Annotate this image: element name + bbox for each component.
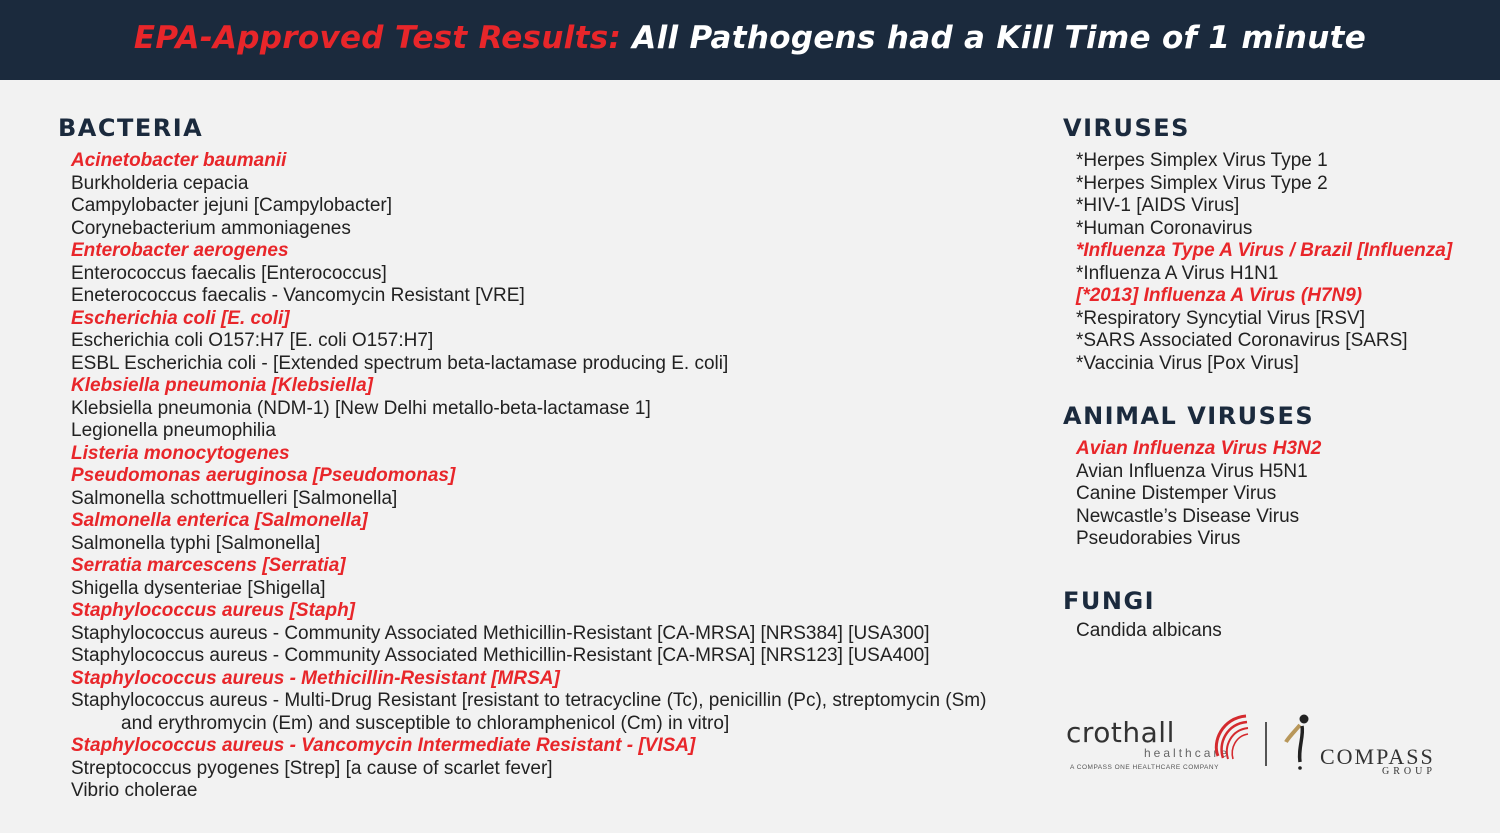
list-item: Newcastle’s Disease Virus bbox=[1076, 505, 1300, 527]
list-item: Salmonella schottmuelleri [Salmonella] bbox=[71, 487, 398, 509]
animal-viruses-list bbox=[1076, 438, 1321, 551]
list-item: Acinetobacter baumanii bbox=[71, 150, 287, 171]
list-item: Escherichia coli O157:H7 [E. coli O157:H7] bbox=[71, 330, 434, 351]
list-item: [*2013] Influenza A Virus (H7N9) bbox=[1076, 285, 1363, 306]
list-item: Enterobacter aerogenes bbox=[71, 240, 289, 261]
list-item: and erythromycin (Em) and susceptible to chloramphenicol (Cm) in vitro] bbox=[121, 712, 730, 734]
crothall-logo-text: crothall bbox=[1066, 716, 1175, 749]
list-item: *Influenza Type A Virus / Brazil [Influenza] bbox=[1076, 240, 1453, 261]
list-item: Corynebacterium ammoniagenes bbox=[71, 217, 351, 239]
crothall-swoosh-icon bbox=[1212, 712, 1252, 764]
list-item: Salmonella enterica [Salmonella] bbox=[71, 510, 368, 531]
list-item: *SARS Associated Coronavirus [SARS] bbox=[1076, 330, 1408, 351]
list-item: Candida albicans bbox=[1076, 620, 1222, 641]
compass-logo-text: COMPASS bbox=[1320, 744, 1435, 769]
list-item: *Influenza A Virus H1N1 bbox=[1076, 262, 1279, 284]
list-item: *Vaccinia Virus [Pox Virus] bbox=[1076, 352, 1299, 374]
list-item: *Herpes Simplex Virus Type 2 bbox=[1076, 172, 1328, 194]
fungi-list bbox=[1076, 620, 1222, 643]
list-item: Staphylococcus aureus - Methicillin-Resistant [MRSA] bbox=[71, 667, 560, 689]
list-item: *Respiratory Syncytial Virus [RSV] bbox=[1076, 307, 1365, 329]
list-item: Vibrio cholerae bbox=[71, 780, 198, 801]
logo-divider bbox=[1265, 722, 1267, 766]
list-item: Staphylococcus aureus - Vancomycin Intermediate Resistant - [VISA] bbox=[71, 735, 696, 756]
list-item: Klebsiella pneumonia [Klebsiella] bbox=[71, 375, 373, 396]
list-item: Campylobacter jejuni [Campylobacter] bbox=[71, 195, 393, 216]
bacteria-list bbox=[71, 150, 986, 803]
list-item: Enterococcus faecalis [Enterococcus] bbox=[71, 262, 387, 284]
list-item: Pseudorabies Virus bbox=[1076, 528, 1241, 549]
title-rest: All Pathogens had a Kill Time of 1 minute bbox=[621, 20, 1367, 56]
list-item: Escherichia coli [E. coli] bbox=[71, 307, 290, 329]
list-item: Canine Distemper Virus bbox=[1076, 483, 1277, 504]
list-item: Staphylococcus aureus - Multi-Drug Resistant [resistant to tetracycline (Tc), penicillin (Pc), streptomycin (Sm) bbox=[71, 690, 987, 711]
list-item: Salmonella typhi [Salmonella] bbox=[71, 532, 321, 554]
list-item: Eneterococcus faecalis - Vancomycin Resistant [VRE] bbox=[71, 285, 525, 306]
list-item: Burkholderia cepacia bbox=[71, 172, 249, 194]
list-item: *Human Coronavirus bbox=[1076, 217, 1253, 239]
logo-area bbox=[1062, 712, 1462, 782]
list-item: Shigella dysenteriae [Shigella] bbox=[71, 577, 326, 599]
crothall-tagline: A COMPASS ONE HEALTHCARE COMPANY bbox=[1070, 764, 1219, 771]
crothall-healthcare-text: healthcare bbox=[1144, 746, 1231, 760]
list-item: Staphylococcus aureus - Community Associated Methicillin-Resistant [CA-MRSA] [NRS123] [USA400] bbox=[71, 645, 930, 666]
list-item: ESBL Escherichia coli - [Extended spectrum beta-lactamase producing E. coli] bbox=[71, 352, 729, 374]
bacteria-heading: BACTERIA bbox=[58, 114, 204, 142]
list-item: Staphylococcus aureus [Staph] bbox=[71, 600, 356, 621]
page-title bbox=[0, 20, 1500, 56]
animal-viruses-heading: ANIMAL VIRUSES bbox=[1063, 402, 1315, 430]
list-item: Avian Influenza Virus H5N1 bbox=[1076, 460, 1308, 482]
compass-group-text: GROUP bbox=[1382, 766, 1436, 777]
list-item: Streptococcus pyogenes [Strep] [a cause of scarlet fever] bbox=[71, 757, 553, 779]
list-item: Listeria monocytogenes bbox=[71, 442, 290, 464]
list-item: Pseudomonas aeruginosa [Pseudomonas] bbox=[71, 465, 456, 486]
fungi-heading: FUNGI bbox=[1063, 587, 1156, 615]
compass-figure-icon bbox=[1280, 712, 1320, 772]
title-banner bbox=[0, 0, 1500, 80]
title-highlight: EPA-Approved Test Results: bbox=[133, 20, 622, 56]
viruses-heading: VIRUSES bbox=[1063, 114, 1190, 142]
list-item: Klebsiella pneumonia (NDM-1) [New Delhi metallo-beta-lactamase 1] bbox=[71, 397, 651, 419]
list-item: *Herpes Simplex Virus Type 1 bbox=[1076, 150, 1328, 171]
viruses-list bbox=[1076, 150, 1452, 375]
list-item: Avian Influenza Virus H3N2 bbox=[1076, 438, 1322, 459]
list-item: *HIV-1 [AIDS Virus] bbox=[1076, 195, 1240, 216]
list-item: Staphylococcus aureus - Community Associated Methicillin-Resistant [CA-MRSA] [NRS384] [USA300] bbox=[71, 622, 930, 644]
list-item: Serratia marcescens [Serratia] bbox=[71, 555, 346, 576]
list-item: Legionella pneumophilia bbox=[71, 420, 276, 441]
